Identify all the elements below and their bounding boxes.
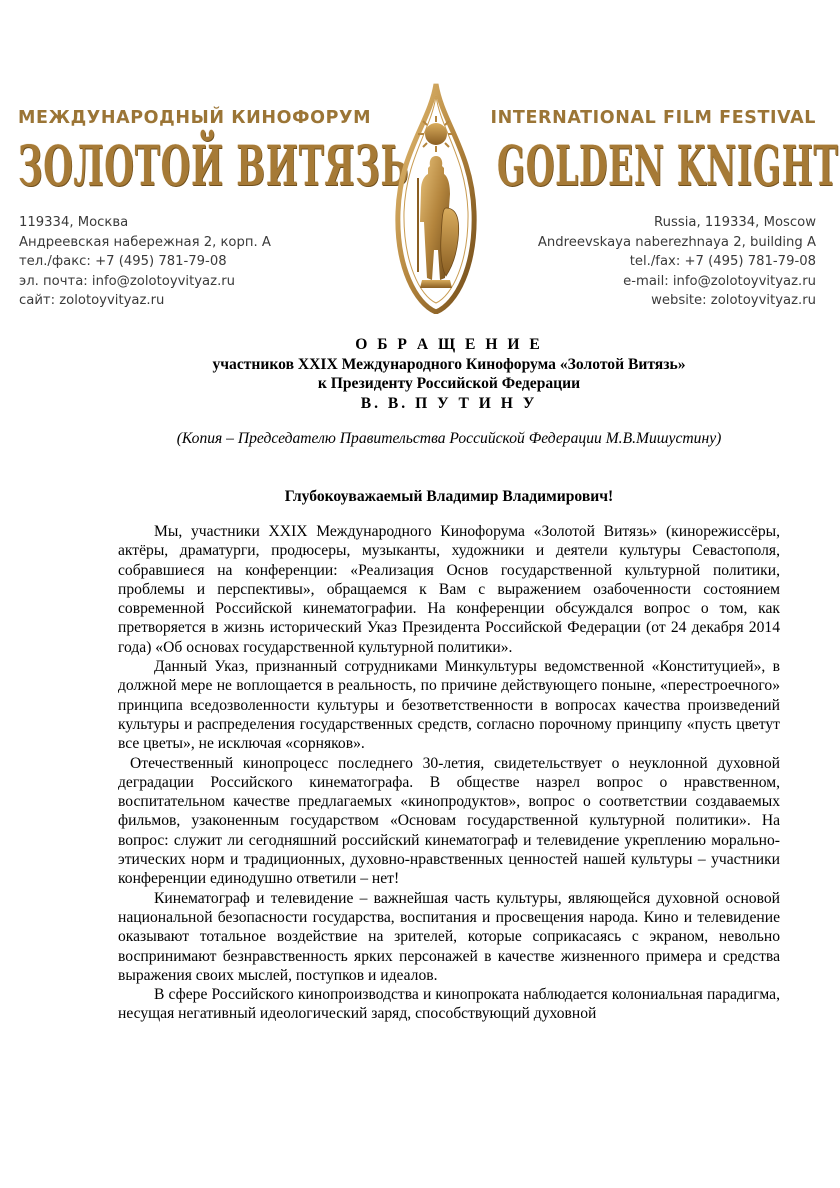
heading-subtitle: участников XXIX Международного Кинофорума «Золотой Витязь» <box>212 355 686 373</box>
brand-logo-en: GOLDEN KNIGHT <box>497 133 839 198</box>
heading-recipient-name: В. В. П У Т И Н У <box>360 394 538 412</box>
website-line: website: zolotoyvityaz.ru <box>651 293 816 308</box>
salutation: Глубокоуважаемый Владимир Владимирович! <box>284 488 614 505</box>
copy-note: (Копия – Председателю Правительства Российской Федерации М.В.Мишустину) <box>176 430 722 447</box>
letterhead-title-en: INTERNATIONAL FILM FESTIVAL <box>490 108 816 128</box>
paragraph: Мы, участники XXIX Международного Кинофорума «Золотой Витязь» (кинорежиссёры, актёры, драматурги, продюсеры, музыканты, художники и деятели культуры Севастополя, собравшиеся на конференции: «Реализация Основ государственной культурной политики, проблемы и перспективы», обращаемся к Вам с выражением озабоченности состоянием современной Российской кинематографии. На конференции обсуждался вопрос о том, как претворяется в жизнь исторический Указ Президента Российской Федерации (от 24 декабря 2014 года) «Об основах государственной культурной политики». <box>118 523 780 656</box>
address-line: 119334, Москва <box>19 215 129 230</box>
letterhead-title-ru: МЕЖДУНАРОДНЫЙ КИНОФОРУМ <box>18 108 372 128</box>
paragraph: В сфере Российского кинопроизводства и кинопроката наблюдается колониальная парадигма, несущая негативный идеологический заряд, способствующий духовной <box>118 986 780 1023</box>
document-body <box>118 522 780 1024</box>
address-line: Russia, 119334, Moscow <box>654 215 816 230</box>
document-heading <box>118 335 780 413</box>
brand-logo-ru: ЗОЛОТОЙ ВИТЯЗЬ <box>18 133 410 198</box>
paragraph: Кинематограф и телевидение – важнейшая часть культуры, являющейся духовной основой национальной безопасности государства, воспитания и просвещения народа. Кино и телевидение оказывают тотальное воздействие на зрителей, которые соприкасаясь с экраном, невольно воспринимают безнравственность ярких персонажей в качестве жизненного примера и средства выражения своих мыслей, поступков и идеалов. <box>118 889 780 984</box>
phone-line: тел./факс: +7 (495) 781-79-08 <box>19 254 227 269</box>
golden-knight-emblem-icon <box>394 82 478 314</box>
email-line: эл. почта: info@zolotoyvityaz.ru <box>19 273 236 289</box>
address-block-en <box>538 213 816 311</box>
heading-recipient: к Президенту Российской Федерации <box>317 375 581 392</box>
address-line: Andreevskaya naberezhnaya 2, building A <box>537 234 816 250</box>
paragraph: Данный Указ, признанный сотрудниками Минкультуры ведомственной «Конституцией», в должной мере не воплощается в реальность, по причине действующего поныне, «перестроечного» принципа вседозволенности культуры и безответственности в вопросах качества произведений культуры и распределения государственных средств, согласно порочному принципу «пусть цветут все цветы», не исключая «сорняков». <box>118 658 780 753</box>
address-block-ru <box>19 213 271 311</box>
paragraph: Отечественный кинопроцесс последнего 30-летия, свидетельствует о неуклонной духовной деградации Российского кинематографа. В обществе назрел вопрос о нравственном, воспитательном качестве предлагаемых «кинопродуктов», вопрос о соответствии создаваемых фильмов, узаконенным государством «Основам государственной культурной политики». На вопрос: служит ли сегодняшний российский кинематограф и телевидение укреплению морально-этических норм и традиционных, духовно-нравственных ценностей нашей культуры – участники конференции единодушно ответили – нет! <box>118 754 780 888</box>
address-line: Андреевская набережная 2, корп. А <box>19 234 271 250</box>
heading-title: О Б Р А Щ Е Н И Е <box>355 336 543 353</box>
website-line: сайт: zolotoyvityaz.ru <box>19 293 165 308</box>
email-line: e-mail: info@zolotoyvityaz.ru <box>623 273 816 289</box>
phone-line: tel./fax: +7 (495) 781-79-08 <box>629 254 816 269</box>
